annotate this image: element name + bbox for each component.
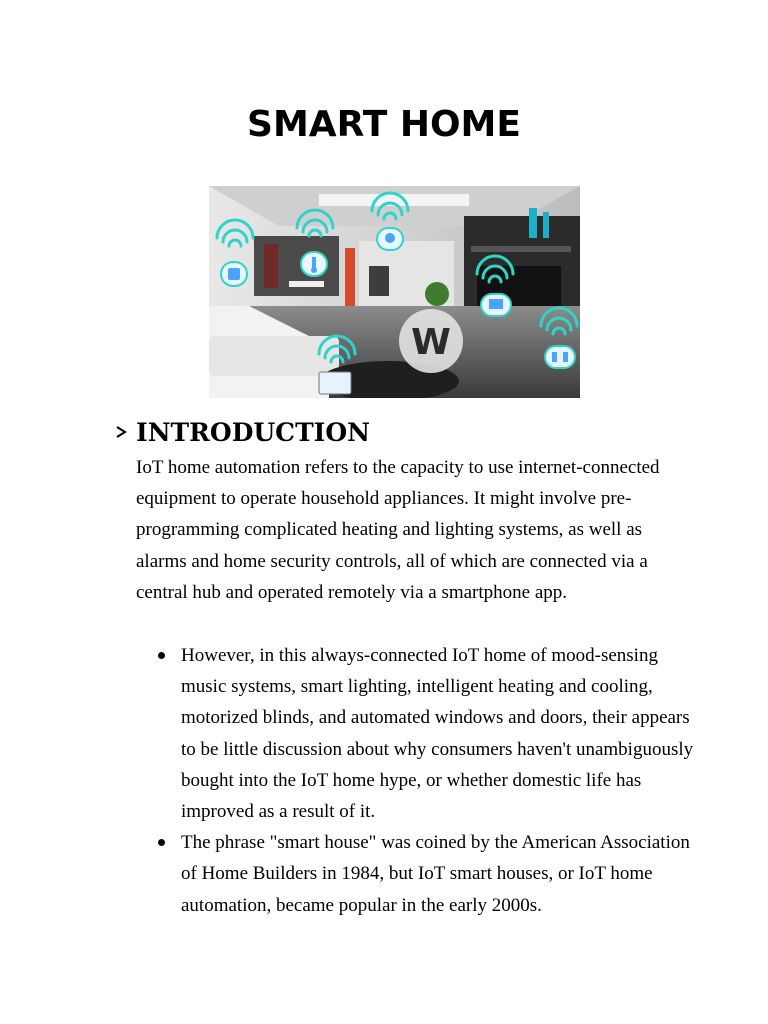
arrow-bullet-icon xyxy=(114,425,128,439)
thermometer-icon xyxy=(301,252,327,276)
list-item-text: The phrase "smart house" was coined by the American Association of Home Builders in 1984, but IoT smart houses, or IoT home automation, became popular in the early 2000s. xyxy=(181,832,690,916)
section-heading xyxy=(114,414,370,450)
bullet-list xyxy=(136,640,696,921)
section-title: INTRODUCTION xyxy=(136,417,371,447)
intro-paragraph: IoT home automation refers to the capacity to use internet-connected equipment to operate household appliances. It might involve pre-programming complicated heating and lighting systems, as well as alarms and home security controls, all of which are connected via a central hub and operated remotely via a smartphone app. xyxy=(136,457,660,603)
bullet-dot-icon xyxy=(158,652,165,659)
hub-logo: W xyxy=(411,322,451,363)
bullet-dot-icon xyxy=(158,839,165,846)
bulb-icon xyxy=(377,228,403,250)
smart-home-illustration xyxy=(209,186,580,398)
tv-icon xyxy=(481,294,511,316)
list-item-text: However, in this always-connected IoT home of mood-sensing music systems, smart lighting, intelligent heating and cooling, motorized blinds, and automated windows and doors, their appears to be little discussion about why consumers haven't unambiguously bought into the IoT home hype, or whether domestic life has improved as a result of it. xyxy=(181,645,694,823)
music-player-icon xyxy=(545,346,575,368)
list-item xyxy=(136,640,696,827)
page-title: SMART HOME xyxy=(247,104,521,145)
kettle-icon xyxy=(221,262,247,286)
list-item xyxy=(136,827,696,921)
